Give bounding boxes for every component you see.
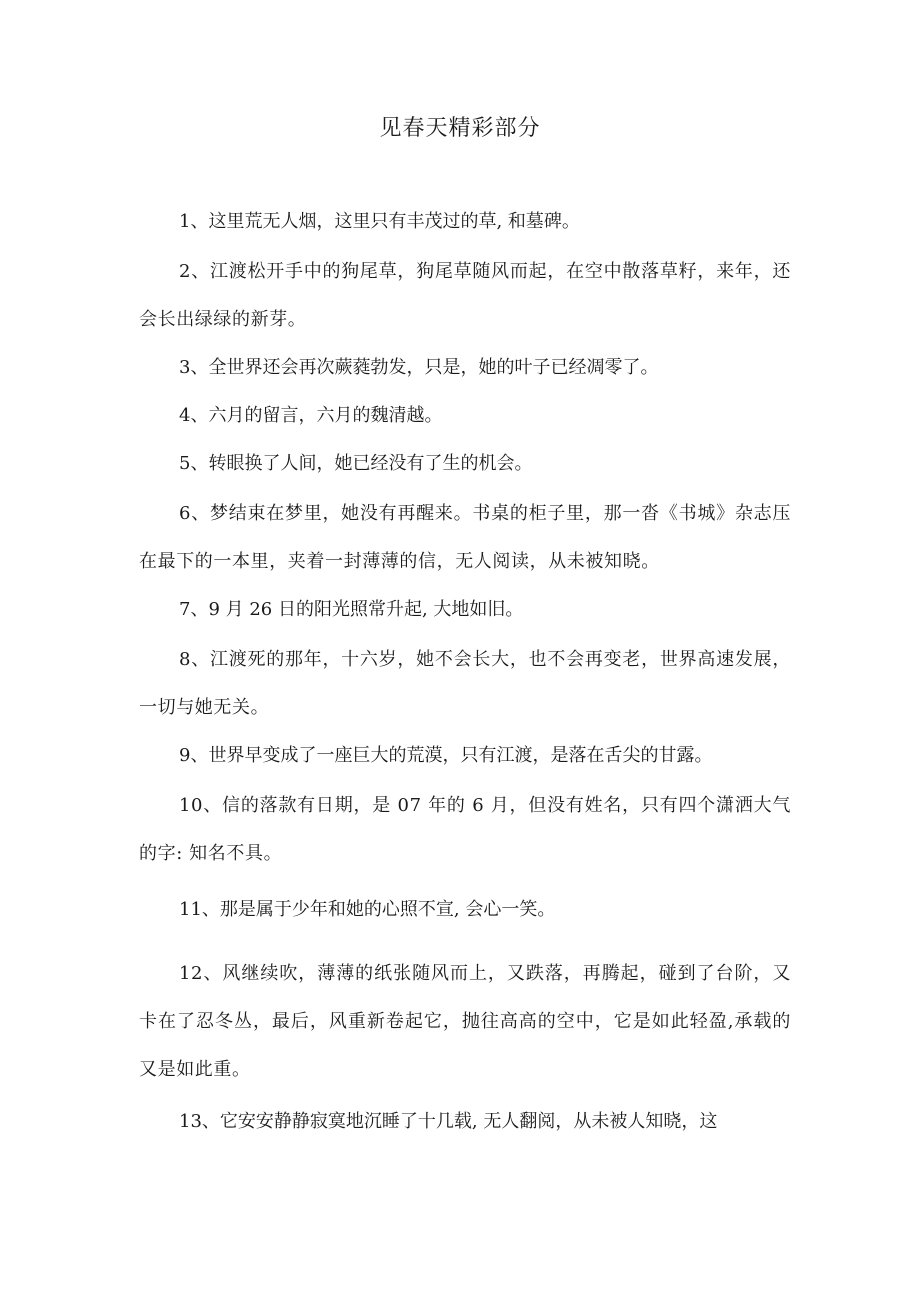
paragraph-1: 1、这里荒无人烟，这里只有丰茂过的草, 和墓碑。 (179, 211, 580, 232)
paragraph-8: 8、江渡死的那年，十六岁，她不会长大，也不会再变老，世界高速发展，一切与她无关。 (139, 649, 791, 718)
paragraph-13: 13、它安安静静寂寞地沉睡了十几载, 无人翻阅，从未被人知晓，这 (179, 1111, 718, 1132)
paragraph-7: 7、9 月 26 日的阳光照常升起, 大地如旧。 (179, 599, 524, 620)
paragraph-2: 2、江渡松开手中的狗尾草，狗尾草随风而起，在空中散落草籽，来年，还会长出绿绿的新芽。 (139, 261, 791, 330)
paragraph-9: 9、世界早变成了一座巨大的荒漠，只有江渡，是落在舌尖的甘露。 (179, 745, 713, 766)
document-title: 见春天精彩部分 (379, 116, 541, 141)
paragraph-11: 11、那是属于少年和她的心照不宣, 会心一笑。 (179, 899, 556, 920)
paragraph-4: 4、六月的留言，六月的魏清越。 (179, 405, 443, 426)
paragraph-3: 3、全世界还会再次蕨蕤勃发，只是，她的叶子已经凋零了。 (179, 357, 659, 378)
paragraph-10: 10、信的落款有日期，是 07 年的 6 月，但没有姓名，只有四个潇洒大气的字: 知名不具。 (139, 795, 791, 864)
paragraph-6: 6、梦结束在梦里，她没有再醒来。书桌的柜子里，那一沓《书城》杂志压在最下的一本里，夹着一封薄薄的信，无人阅读，从未被知晓。 (139, 503, 791, 572)
paragraph-12: 12、风继续吹，薄薄的纸张随风而上，又跌落，再腾起，碰到了台阶，又卡在了忍冬丛，最后，风重新卷起它，抛往高高的空中，它是如此轻盈,承载的又是如此重。 (139, 963, 791, 1080)
paragraph-5: 5、转眼换了人间，她已经没有了生的机会。 (179, 453, 533, 474)
